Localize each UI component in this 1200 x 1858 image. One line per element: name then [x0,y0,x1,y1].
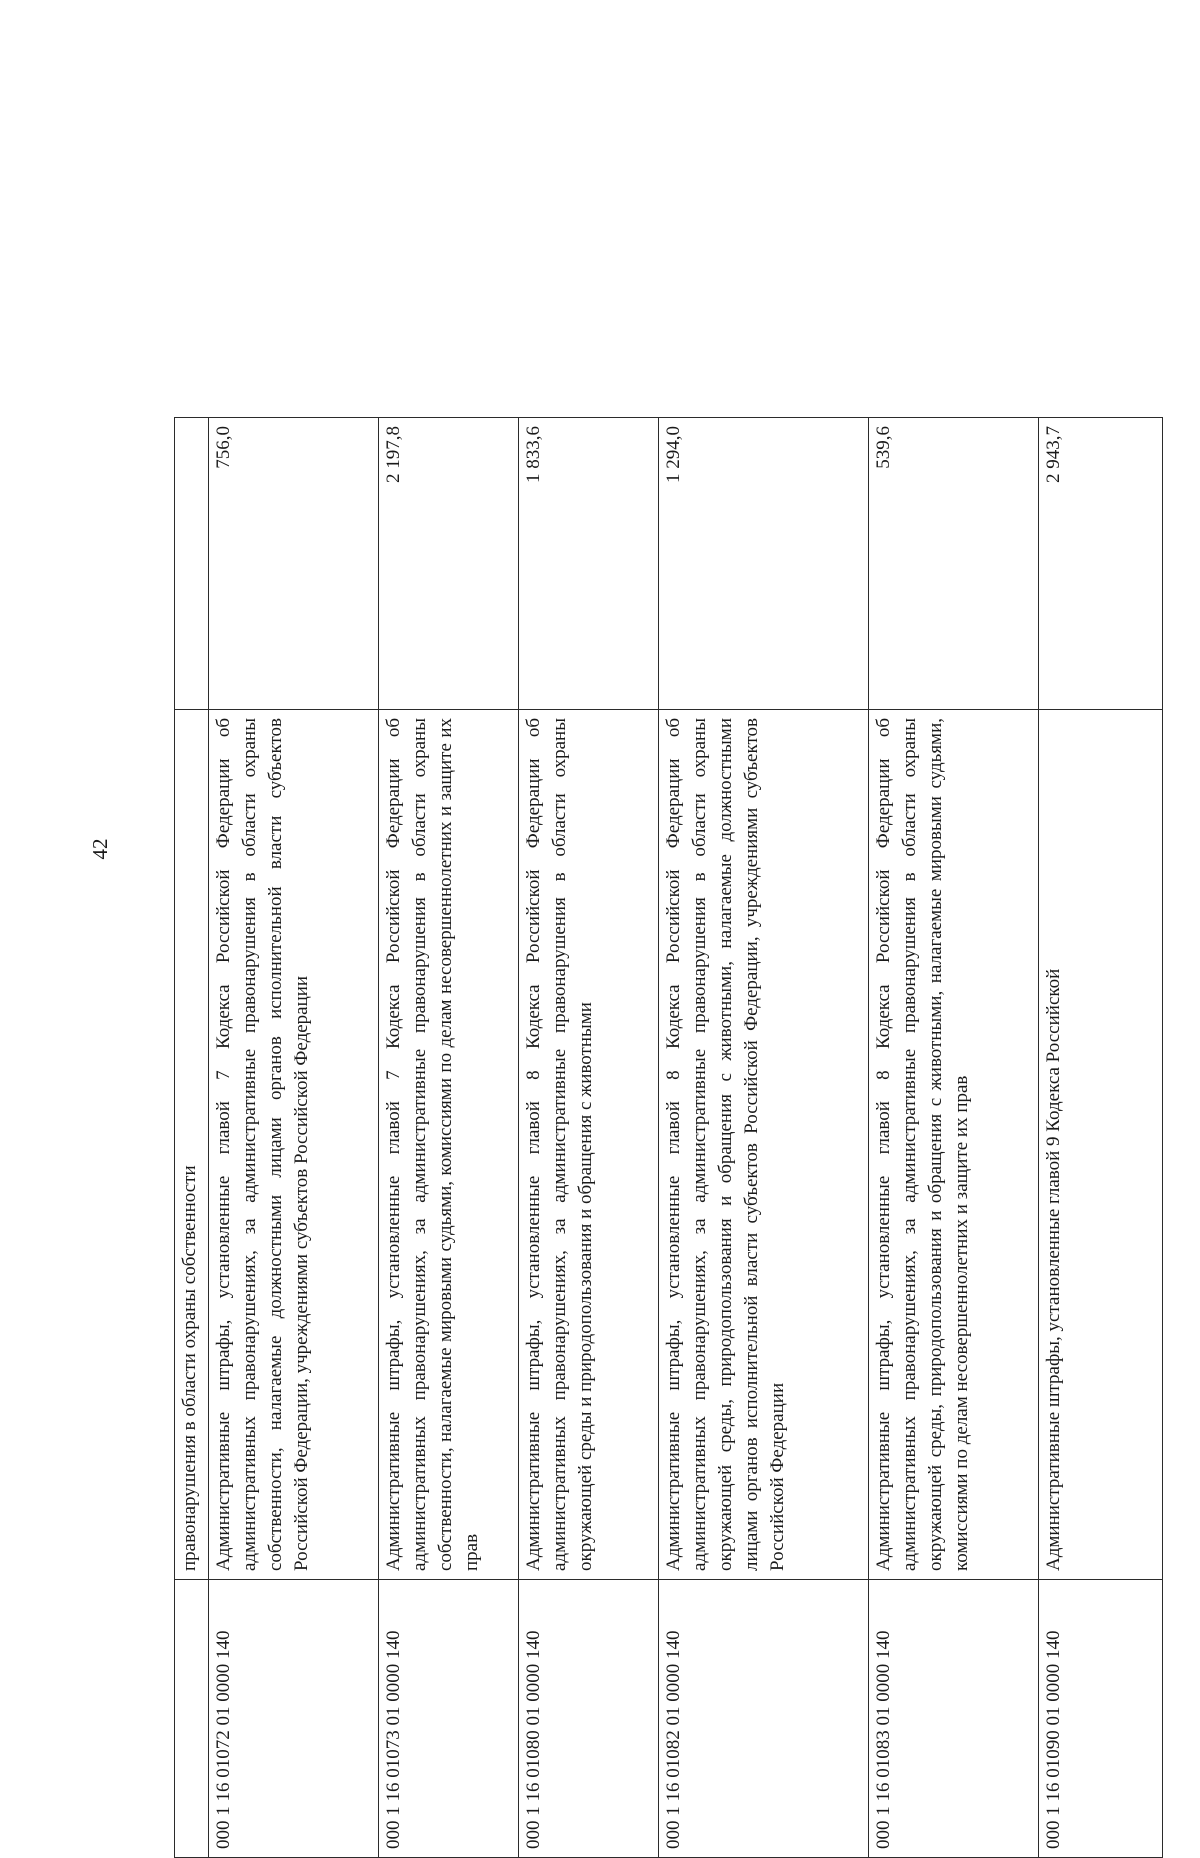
page-number: 42 [88,838,112,860]
table-row [209,418,379,1858]
amount-cell: 2 197,8 [379,418,519,710]
name-cell: Административные штрафы, установленные главой 7 Кодекса Российской Федерации об административных правонарушениях, за административные правонарушения в области охраны собственности, налагаемые мировыми судьями, комиссиями по делам несовершеннолетних и защите их прав [379,710,519,1580]
code-cell: 000 1 16 01080 01 0000 140 [519,1580,659,1858]
amount-cell: 539,6 [869,418,1039,710]
rotated-table-container [174,418,1162,1858]
code-cell [175,1580,209,1858]
name-cell: Административные штрафы, установленные главой 8 Кодекса Российской Федерации об административных правонарушениях, за административные правонарушения в области охраны окружающей среды и природопользования и обращения с животными [519,710,659,1580]
name-cell: правонарушения в области охраны собственности [175,710,209,1580]
table-row [379,418,519,1858]
code-cell: 000 1 16 01090 01 0000 140 [1039,1580,1163,1858]
table-row [869,418,1039,1858]
code-cell: 000 1 16 01082 01 0000 140 [659,1580,869,1858]
name-cell: Административные штрафы, установленные главой 8 Кодекса Российской Федерации об административных правонарушениях, за административные правонарушения в области охраны окружающей среды, природопользования и обращения с животными, налагаемые должностными лицами органов исполнительной власти субъектов Российской Федерации, учреждениями субъектов Российской Федерации [659,710,869,1580]
table-row [659,418,869,1858]
code-cell: 000 1 16 01083 01 0000 140 [869,1580,1039,1858]
code-cell: 000 1 16 01073 01 0000 140 [379,1580,519,1858]
name-cell: Административные штрафы, установленные главой 8 Кодекса Российской Федерации об административных правонарушениях, за административные правонарушения в области охраны окружающей среды, природопользования и обращения с животными, налагаемые мировыми судьями, комиссиями по делам несовершеннолетних и защите их прав [869,710,1039,1580]
amount-cell: 2 943,7 [1039,418,1163,710]
amount-cell: 1 294,0 [659,418,869,710]
name-cell: Административные штрафы, установленные главой 9 Кодекса Российской [1039,710,1163,1580]
amount-cell: 1 833,6 [519,418,659,710]
table-row [1039,418,1163,1858]
code-cell: 000 1 16 01072 01 0000 140 [209,1580,379,1858]
table-row [175,418,209,1858]
amount-cell: 756,0 [209,418,379,710]
name-cell: Административные штрафы, установленные главой 7 Кодекса Российской Федерации об административных правонарушениях, за административные правонарушения в области охраны собственности, налагаемые должностными лицами органов исполнительной власти субъектов Российской Федерации, учреждениями субъектов Российской Федерации [209,710,379,1580]
revenue-table [174,417,1163,1858]
amount-cell [175,418,209,710]
table-row [519,418,659,1858]
